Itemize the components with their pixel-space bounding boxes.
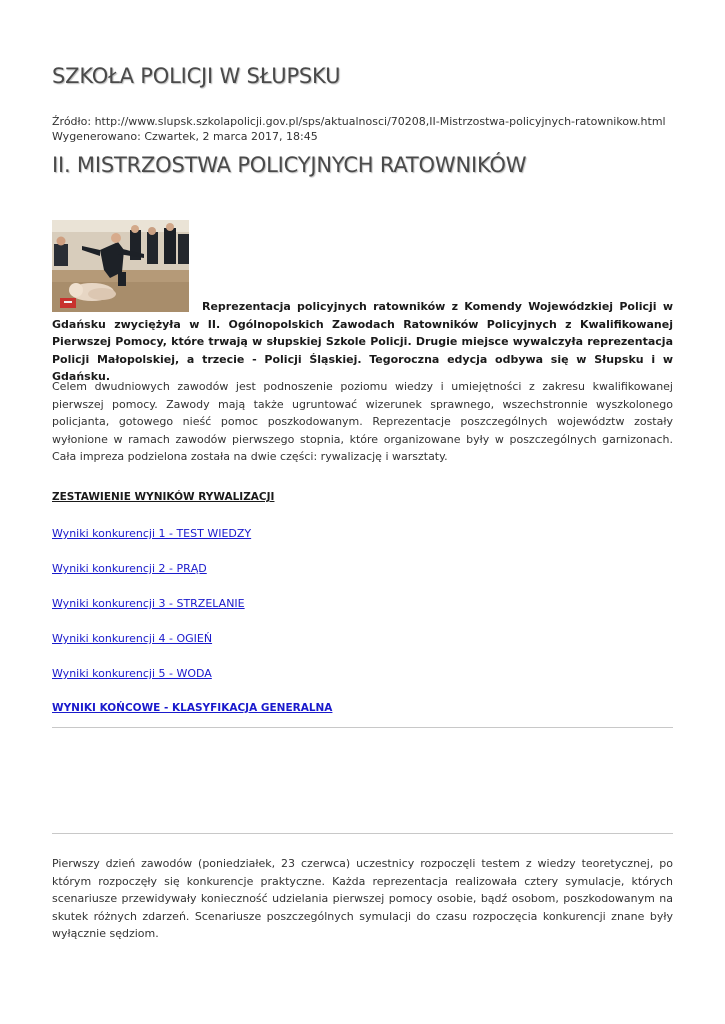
link-result-3[interactable]: Wyniki konkurencji 3 - STRZELANIE bbox=[52, 597, 245, 610]
article-paragraph-1: Celem dwudniowych zawodów jest podnoszenie poziomu wiedzy i umiejętności z zakresu kwalifikowanej pierwszej pomocy. Zawody mają także ugruntować wizerunek sprawnego, wszechstronnie wyszkolonego policjanta, gotowego nieść pomoc poszkodowanym. Reprezentacje poszczególnych województw zostały wyłonione w ramach zawodów pierwszego stopnia, które organizowane były w poszczególnych garnizonach. Cała impreza podzielona została na dwie części: rywalizację i warsztaty. bbox=[52, 380, 673, 463]
divider-top bbox=[52, 727, 673, 728]
link-result-2[interactable]: Wyniki konkurencji 2 - PRĄD bbox=[52, 562, 207, 575]
link-result-1[interactable]: Wyniki konkurencji 1 - TEST WIEDZY bbox=[52, 527, 252, 540]
lead-text: Reprezentacja policyjnych ratowników z Komendy Wojewódzkiej Policji w Gdańsku zwyciężyła w II. Ogólnopolskich Zawodach Ratowników Policyjnych z Kwalifikowanej Pierwszej Pomocy, które trwają w słupskiej Szkole Policji. Drugie miejsce wywalczyła reprezentacja Policji Małopolskiej, a trzecie - Policji Śląskiej. Tegoroczna edycja odbywa się w Słupsku i w Gdańsku. bbox=[52, 300, 673, 383]
article-paragraph-2: Pierwszy dzień zawodów (poniedziałek, 23 czerwca) uczestnicy rozpoczęli testem z wiedzy teoretycznej, po którym rozpoczęły się konkurencje praktyczne. Każda reprezentacja realizowała cztery symulacje, których scenariusze przewidywały konieczność udzielania pierwszej pomocy osobie, bądź osobom, poszkodowanym na skutek różnych zdarzeń. Scenariusze poszczególnych symulacji do czasu rozpoczęcia konkurencji znane były wyłącznie sędziom. bbox=[52, 857, 673, 940]
results-heading: ZESTAWIENIE WYNIKÓW RYWALIZACJI bbox=[52, 491, 275, 503]
generated-line: Wygenerowano: Czwartek, 2 marca 2017, 18:45 bbox=[52, 130, 318, 143]
divider-bottom bbox=[52, 833, 673, 834]
link-final-results[interactable]: WYNIKI KOŃCOWE - KLASYFIKACJA GENERALNA bbox=[52, 702, 333, 714]
article-title: II. MISTRZOSTWA POLICYJNYCH RATOWNIKÓW bbox=[52, 153, 527, 177]
site-title: SZKOŁA POLICJI W SŁUPSKU bbox=[52, 64, 341, 88]
link-result-4[interactable]: Wyniki konkurencji 4 - OGIEŃ bbox=[52, 632, 213, 645]
article-lead bbox=[52, 298, 673, 386]
document-meta bbox=[52, 114, 666, 144]
link-result-5[interactable]: Wyniki konkurencji 5 - WODA bbox=[52, 667, 212, 680]
source-line: Źródło: http://www.slupsk.szkolapolicji.gov.pl/sps/aktualnosci/70208,II-Mistrzostwa-policyjnych-ratownikow.html bbox=[52, 115, 666, 128]
